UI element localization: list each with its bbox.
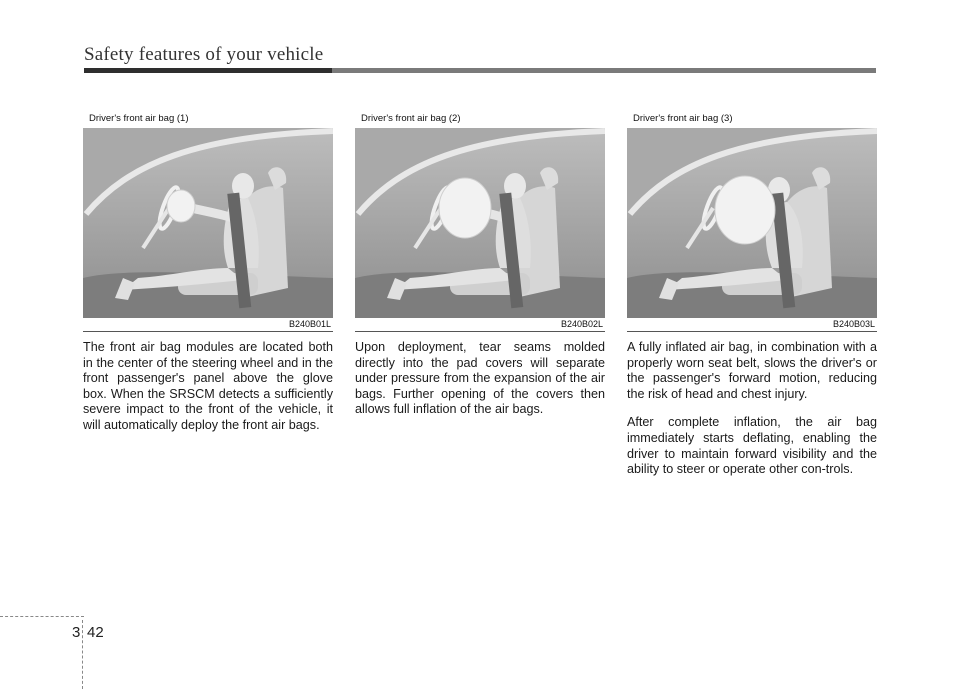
figure-code: B240B01L xyxy=(288,319,331,329)
header-rule-accent xyxy=(84,68,332,73)
footer-divider xyxy=(0,616,84,617)
airbag-diagram-svg xyxy=(627,128,877,318)
figure-code: B240B02L xyxy=(560,319,603,329)
figure-caption: Driver's front air bag (2) xyxy=(361,113,461,124)
airbag-illustration-1 xyxy=(83,128,333,318)
body-paragraph: Upon deployment, tear seams molded directly into the pad covers will separate under pressure from the expansion of the air bags. Further opening of the covers then allows full inflation of the air bags. xyxy=(355,340,605,417)
airbag-illustration-2 xyxy=(355,128,605,318)
footer-divider-vertical xyxy=(82,620,83,689)
column-airbag-3 xyxy=(627,113,877,478)
page-header-title: Safety features of your vehicle xyxy=(84,44,324,65)
airbag-illustration-3 xyxy=(627,128,877,318)
figure-code-bar xyxy=(627,318,877,332)
figure-caption: Driver's front air bag (1) xyxy=(89,113,189,124)
section-number: 3 xyxy=(72,624,81,641)
body-paragraph: The front air bag modules are located both in the center of the steering wheel and in the front passenger's panel above the glove box. When the SRSCM detects a sufficiently severe impact to the front of the vehicle, it will automatically deploy the front air bags. xyxy=(83,340,333,432)
column-airbag-1 xyxy=(83,113,333,434)
airbag-diagram-svg xyxy=(83,128,333,318)
page-number: 42 xyxy=(87,624,104,641)
body-paragraph: After complete inflation, the air bag immediately starts deflating, enabling the driver to maintain forward visibility and the ability to steer or operate other con-trols. xyxy=(627,415,877,477)
column-airbag-2 xyxy=(355,113,605,418)
figure-code: B240B03L xyxy=(832,319,875,329)
figure-code-bar xyxy=(355,318,605,332)
figure-code-bar xyxy=(83,318,333,332)
body-paragraph: A fully inflated air bag, in combination with a properly worn seat belt, slows the driver's or the passenger's forward motion, reducing the risk of head and chest injury. xyxy=(627,340,877,401)
airbag-diagram-svg xyxy=(355,128,605,318)
figure-caption: Driver's front air bag (3) xyxy=(633,113,733,124)
